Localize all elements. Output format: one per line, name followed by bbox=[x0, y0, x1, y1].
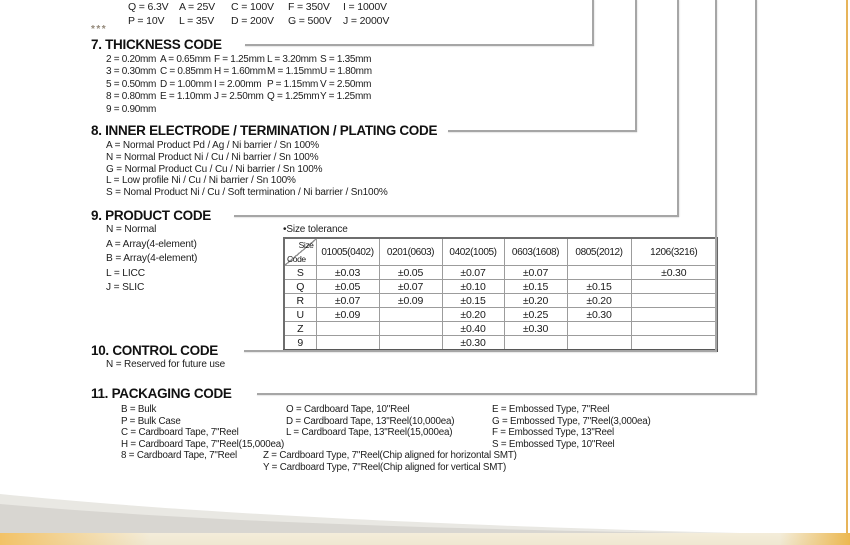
thickness-code-item: I = 2.00mm bbox=[214, 78, 262, 90]
tolerance-value-cell bbox=[567, 266, 631, 280]
tolerance-value-cell bbox=[316, 322, 379, 336]
packaging-code-item: B = Bulk bbox=[121, 404, 157, 415]
thickness-code-item: F = 1.25mm bbox=[214, 54, 265, 65]
size-column-header: 0805(2012) bbox=[567, 238, 631, 266]
thickness-code-item: J = 2.50mm bbox=[214, 91, 264, 103]
thickness-col-1 bbox=[106, 54, 160, 116]
packaging-code-item: H = Cardboard Tape, 7"Reel(15,000ea) bbox=[121, 438, 285, 450]
tolerance-row bbox=[284, 294, 717, 308]
packaging-code-item: Z = Cardboard Type, 7"Reel(Chip aligned for horizontal SMT) bbox=[263, 450, 517, 461]
size-column-header: 01005(0402) bbox=[316, 238, 379, 266]
section-11-connector bbox=[755, 0, 757, 395]
thickness-code-item: P = 1.15mm bbox=[267, 78, 319, 90]
page-edge-accent-line bbox=[846, 0, 848, 533]
thickness-code-item: E = 1.10mm bbox=[160, 91, 212, 103]
footer-swoosh-graphic bbox=[0, 492, 850, 533]
product-code-item: A = Array(4-element) bbox=[106, 238, 197, 250]
packaging-code-item: L = Cardboard Tape, 13"Reel(15,000ea) bbox=[286, 427, 453, 439]
thickness-col-2 bbox=[160, 54, 214, 116]
tolerance-value-cell: ±0.20 bbox=[442, 308, 504, 322]
footnote-marker: *** bbox=[91, 24, 108, 35]
packaging-code-item: 8 = Cardboard Tape, 7"Reel bbox=[121, 450, 238, 462]
thickness-code-item: M = 1.15mm bbox=[267, 66, 320, 78]
size-column-header: 0402(1005) bbox=[442, 238, 504, 266]
tolerance-value-cell bbox=[504, 336, 567, 351]
product-code-item: L = LICC bbox=[106, 267, 145, 279]
tolerance-value-cell bbox=[379, 308, 442, 322]
tolerance-value-cell: ±0.07 bbox=[316, 294, 379, 308]
voltage-code-item: F = 350V bbox=[288, 1, 330, 13]
size-code-label: R bbox=[284, 294, 316, 308]
product-code-item: B = Array(4-element) bbox=[106, 253, 198, 265]
section-7-heading: 7. THICKNESS CODE bbox=[91, 37, 222, 52]
packaging-code-col-2b bbox=[263, 450, 517, 473]
voltage-code-row-2 bbox=[128, 15, 389, 27]
section-8-heading: 8. INNER ELECTRODE / TERMINATION / PLATING CODE bbox=[91, 123, 438, 138]
packaging-code-col-3 bbox=[492, 404, 651, 450]
tolerance-value-cell: ±0.05 bbox=[316, 280, 379, 294]
tolerance-row bbox=[284, 280, 717, 294]
thickness-code-item: 5 = 0.50mm bbox=[106, 78, 157, 90]
section-8-connector bbox=[635, 0, 637, 132]
section-10-rule bbox=[244, 350, 717, 352]
footer-gold-right bbox=[780, 533, 850, 545]
tolerance-value-cell: ±0.07 bbox=[442, 266, 504, 280]
tolerance-value-cell: ±0.09 bbox=[316, 308, 379, 322]
plating-code-item: G = Normal Product Cu / Cu / Ni barrier / Sn 100% bbox=[106, 163, 323, 175]
plating-code-item: N = Normal Product Ni / Cu / Ni barrier / Sn 100% bbox=[106, 151, 319, 163]
thickness-col-3 bbox=[214, 54, 267, 116]
packaging-code-item: S = Embossed Type, 10"Reel bbox=[492, 438, 615, 450]
tolerance-row bbox=[284, 308, 717, 322]
packaging-code-item: D = Cardboard Tape, 13"Reel(10,000ea) bbox=[286, 415, 455, 427]
size-code-label: 9 bbox=[284, 336, 316, 351]
size-tolerance-label: •Size tolerance bbox=[283, 224, 348, 235]
section-7-connector bbox=[592, 0, 594, 46]
packaging-code-col-1 bbox=[121, 404, 284, 462]
voltage-code-item: I = 1000V bbox=[343, 1, 387, 13]
tolerance-value-cell: ±0.30 bbox=[567, 308, 631, 322]
product-code-list bbox=[106, 223, 197, 296]
tolerance-row bbox=[284, 336, 717, 351]
tolerance-value-cell: ±0.30 bbox=[442, 336, 504, 351]
section-10-heading: 10. CONTROL CODE bbox=[91, 343, 218, 358]
thickness-code-list bbox=[106, 54, 372, 116]
product-code-item: J = SLIC bbox=[106, 282, 145, 294]
packaging-code-item: Y = Cardboard Type, 7"Reel(Chip aligned for vertical SMT) bbox=[263, 461, 507, 473]
tolerance-value-cell: ±0.07 bbox=[379, 280, 442, 294]
plating-code-item: L = Low profile Ni / Cu / Ni barrier / Sn 100% bbox=[106, 175, 296, 187]
size-code-label: Q bbox=[284, 280, 316, 294]
tolerance-value-cell: ±0.25 bbox=[504, 308, 567, 322]
corner-size-label: Size bbox=[298, 240, 314, 250]
voltage-code-item: Q = 6.3V bbox=[128, 1, 169, 13]
section-8-rule bbox=[448, 130, 637, 132]
tolerance-value-cell: ±0.05 bbox=[379, 266, 442, 280]
tolerance-value-cell bbox=[631, 308, 717, 322]
tolerance-value-cell bbox=[631, 280, 717, 294]
voltage-code-item: C = 100V bbox=[231, 1, 274, 13]
size-column-header: 1206(3216) bbox=[631, 238, 717, 266]
thickness-code-item: L = 3.20mm bbox=[267, 54, 317, 65]
thickness-code-item: Y = 1.25mm bbox=[320, 91, 372, 103]
size-tolerance-table bbox=[283, 237, 718, 352]
packaging-code-col-2 bbox=[286, 404, 454, 439]
size-column-header: 0201(0603) bbox=[379, 238, 442, 266]
plating-code-item: S = Nomal Product Ni / Cu / Soft termination / Ni barrier / Sn100% bbox=[106, 187, 388, 199]
tolerance-value-cell: ±0.40 bbox=[442, 322, 504, 336]
product-code-item: N = Normal bbox=[106, 224, 157, 235]
tolerance-value-cell bbox=[379, 322, 442, 336]
packaging-code-item: G = Embossed Type, 7"Reel(3,000ea) bbox=[492, 415, 651, 427]
thickness-code-item: S = 1.35mm bbox=[320, 54, 372, 65]
section-7-rule bbox=[245, 44, 594, 46]
thickness-code-item: C = 0.85mm bbox=[160, 66, 212, 78]
section-11-rule bbox=[257, 393, 757, 395]
voltage-code-item: L = 35V bbox=[179, 15, 215, 27]
packaging-code-item: E = Embossed Type, 7"Reel bbox=[492, 404, 610, 415]
section-11-heading: 11. PACKAGING CODE bbox=[91, 386, 232, 401]
control-code-list bbox=[106, 359, 225, 370]
tolerance-value-cell: ±0.20 bbox=[504, 294, 567, 308]
size-code-label: S bbox=[284, 266, 316, 280]
packaging-code-item: O = Cardboard Tape, 10"Reel bbox=[286, 404, 410, 415]
voltage-code-item: P = 10V bbox=[128, 15, 165, 27]
control-code-item: N = Reserved for future use bbox=[106, 359, 226, 370]
corner-code-label: Code bbox=[287, 254, 306, 264]
tolerance-value-cell: ±0.30 bbox=[631, 266, 717, 280]
thickness-code-item: D = 1.00mm bbox=[160, 78, 212, 90]
section-10-connector bbox=[715, 0, 717, 352]
tolerance-value-cell: ±0.09 bbox=[379, 294, 442, 308]
thickness-code-item: A = 0.65mm bbox=[160, 54, 211, 65]
packaging-code-item: P = Bulk Case bbox=[121, 415, 181, 427]
tolerance-value-cell bbox=[379, 336, 442, 351]
tolerance-value-cell bbox=[316, 336, 379, 351]
thickness-code-item: H = 1.60mm bbox=[214, 66, 266, 78]
tolerance-value-cell bbox=[631, 336, 717, 351]
tolerance-value-cell: ±0.20 bbox=[567, 294, 631, 308]
tolerance-value-cell: ±0.03 bbox=[316, 266, 379, 280]
tolerance-value-cell bbox=[567, 322, 631, 336]
size-tolerance-header-row bbox=[284, 238, 717, 266]
thickness-col-5 bbox=[320, 54, 372, 116]
thickness-code-item: 8 = 0.80mm bbox=[106, 91, 157, 103]
voltage-code-item: J = 2000V bbox=[343, 15, 390, 27]
tolerance-value-cell bbox=[631, 294, 717, 308]
voltage-code-item: D = 200V bbox=[231, 15, 274, 27]
voltage-code-row-1 bbox=[128, 1, 387, 13]
tolerance-row bbox=[284, 322, 717, 336]
plating-code-item: A = Normal Product Pd / Ag / Ni barrier / Sn 100% bbox=[106, 140, 320, 151]
packaging-code-item: F = Embossed Type, 13"Reel bbox=[492, 427, 614, 439]
tolerance-value-cell: ±0.15 bbox=[504, 280, 567, 294]
size-code-corner-cell bbox=[284, 238, 316, 266]
tolerance-value-cell: ±0.10 bbox=[442, 280, 504, 294]
section-9-rule bbox=[234, 215, 679, 217]
thickness-col-4 bbox=[267, 54, 320, 116]
tolerance-row bbox=[284, 266, 717, 280]
thickness-code-item: 9 = 0.90mm bbox=[106, 103, 157, 115]
thickness-code-item: V = 2.50mm bbox=[320, 78, 372, 90]
size-code-label: Z bbox=[284, 322, 316, 336]
section-9-connector bbox=[677, 0, 679, 217]
thickness-code-item: 2 = 0.20mm bbox=[106, 54, 157, 65]
tolerance-value-cell: ±0.30 bbox=[504, 322, 567, 336]
tolerance-value-cell: ±0.07 bbox=[504, 266, 567, 280]
thickness-code-item: 3 = 0.30mm bbox=[106, 66, 157, 78]
size-code-label: U bbox=[284, 308, 316, 322]
voltage-code-item: A = 25V bbox=[179, 1, 216, 13]
size-column-header: 0603(1608) bbox=[504, 238, 567, 266]
tolerance-value-cell: ±0.15 bbox=[442, 294, 504, 308]
tolerance-value-cell bbox=[631, 322, 717, 336]
thickness-code-item: U = 1.80mm bbox=[320, 66, 372, 78]
footer-gold-left bbox=[0, 533, 150, 545]
section-9-heading: 9. PRODUCT CODE bbox=[91, 208, 212, 223]
tolerance-value-cell: ±0.15 bbox=[567, 280, 631, 294]
tolerance-value-cell bbox=[567, 336, 631, 351]
thickness-code-item: Q = 1.25mm bbox=[267, 91, 320, 103]
voltage-code-item: G = 500V bbox=[288, 15, 332, 27]
packaging-code-item: C = Cardboard Tape, 7"Reel bbox=[121, 427, 239, 439]
plating-code-list bbox=[106, 140, 388, 199]
